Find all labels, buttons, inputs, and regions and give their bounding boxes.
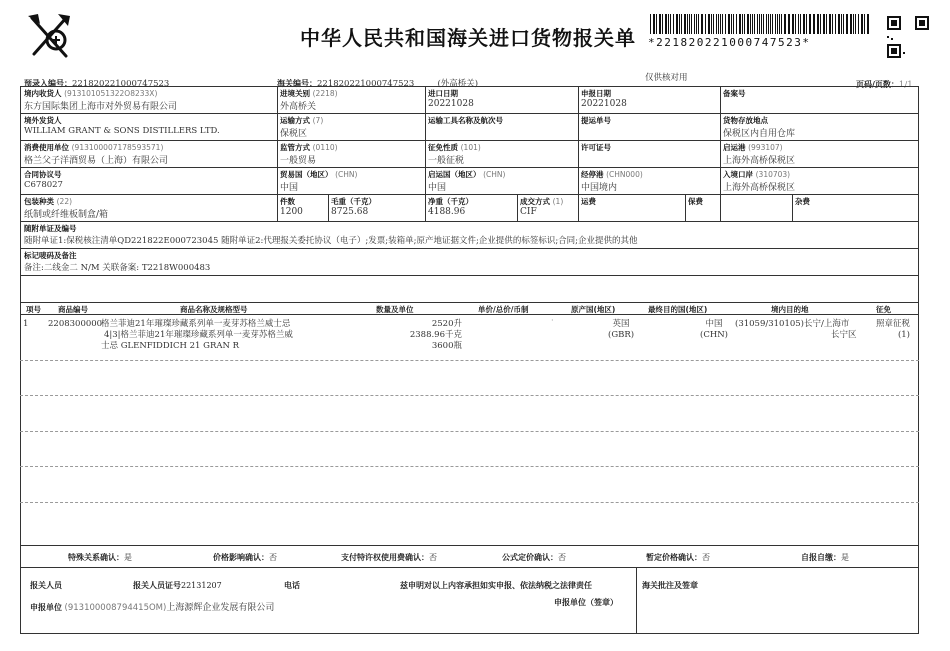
page-number: 页码/页数：1/1 bbox=[856, 80, 913, 90]
formula-price-confirm: 公式定价确认：否 bbox=[502, 553, 566, 562]
entry-port-cell: 入境口岸 (310703) 上海外高桥保税区 bbox=[723, 170, 796, 193]
misc-fee-cell: 杂费 bbox=[795, 197, 810, 206]
insurance-cell: 保费 bbox=[688, 197, 703, 206]
goods-header-levy: 征免 bbox=[876, 305, 891, 314]
freight-cell: 运费 bbox=[581, 197, 596, 206]
goods-header-code: 商品编号 bbox=[58, 305, 88, 314]
goods-header-name: 商品名称及规格型号 bbox=[180, 305, 248, 314]
phone-label: 电话 bbox=[284, 581, 300, 590]
legal-statement: 兹申明对以上内容承担如实申报、依法纳税之法律责任 bbox=[400, 581, 592, 590]
goods-item-code: 2208300000 bbox=[48, 319, 103, 329]
overseas-consignor-cell: 境外发货人 WILLIAM GRANT & SONS DISTILLERS LTD. bbox=[24, 116, 220, 136]
goods-header-dest: 最终目的国(地区) bbox=[648, 305, 708, 314]
trade-country-cell: 贸易国（地区） (CHN) 中国 bbox=[280, 170, 358, 193]
record-no-cell: 备案号 bbox=[723, 89, 746, 98]
transport-mode-cell: 运输方式 (7) 保税区 bbox=[280, 116, 324, 139]
provisional-price-confirm: 暂定价格确认：否 bbox=[646, 553, 710, 562]
consignee-cell: 境内收货人 (913101051322O8233X) 东方国际集团上海市对外贸易有限公司 bbox=[24, 89, 178, 112]
trade-terms-cell: 成交方式 (1) CIF bbox=[520, 197, 564, 217]
document-title: 中华人民共和国海关进口货物报关单 bbox=[300, 26, 636, 50]
exemption-cell: 征免性质 (101) 一般征税 bbox=[428, 143, 481, 166]
declare-unit: 申报单位 (913100008794415OM)上海源辉企业发展有限公司 bbox=[30, 603, 275, 613]
special-relation-confirm: 特殊关系确认：是 bbox=[68, 553, 132, 562]
transit-port-cell: 经停港 (CHN000) 中国境内 bbox=[581, 170, 643, 193]
vessel-cell: 运输工具名称及航次号 bbox=[428, 116, 503, 125]
declare-unit-seal-label: 申报单位（签章） bbox=[554, 598, 618, 607]
customs-number: 海关编号：221820221000747523 (外高桥关) bbox=[277, 79, 479, 89]
goods-header-origin: 原产国(地区) bbox=[571, 305, 616, 314]
declarant-label: 报关人员 bbox=[30, 581, 62, 590]
goods-item-domestic: (31059/310105)长宁/上海市 长宁区 bbox=[735, 319, 857, 340]
verify-only-note: 仅供核对用 bbox=[645, 73, 688, 83]
storage-location-cell: 货物存放地点 保税区内自用仓库 bbox=[723, 116, 796, 139]
declarant-cert: 报关人员证号22131207 bbox=[133, 581, 222, 590]
goods-item-qty: 2520升 2388.96千克 3600瓶 bbox=[409, 319, 462, 351]
goods-item-name: 格兰菲迪21年璀璨珍藏系列单一麦芽苏格兰威士忌 4|3|格兰菲迪21年璀璨珍藏系列单一麦芽苏格兰威 士忌 GLENFIDDICH 21 GRAN R bbox=[101, 319, 293, 351]
barcode-number: *221820221000747523* bbox=[648, 36, 811, 49]
pieces-cell: 件数 1200 bbox=[280, 197, 303, 217]
supervision-cell: 监管方式 (0110) 一般贸易 bbox=[280, 143, 338, 166]
departure-port-cell: 启运港 (993107) 上海外高桥保税区 bbox=[723, 143, 796, 166]
goods-header-no: 项号 bbox=[26, 305, 41, 314]
goods-item-dest: 中国 (CHN) bbox=[700, 319, 728, 340]
goods-item-price: · bbox=[551, 316, 554, 326]
goods-header-price: 单价/总价/币制 bbox=[478, 305, 529, 314]
contract-cell: 合同协议号 C678027 bbox=[24, 170, 63, 190]
qr-code-icon bbox=[887, 16, 929, 58]
declare-date-cell: 申报日期 20221028 bbox=[581, 89, 627, 109]
barcode bbox=[650, 14, 870, 34]
import-port-cell: 进境关别 (2218) 外高桥关 bbox=[280, 89, 338, 112]
goods-item-origin: 英国 (GBR) bbox=[608, 319, 635, 340]
customs-emblem-icon bbox=[22, 10, 76, 64]
package-cell: 包装种类 (22) 纸制或纤维板制盒/箱 bbox=[24, 197, 109, 220]
bill-of-lading-cell: 提运单号 bbox=[581, 116, 611, 125]
user-unit-cell: 消费使用单位 (913100007178593571) 格兰父子洋酒贸易（上海）有限公司 bbox=[24, 143, 169, 166]
attached-documents-cell: 随附单证及编号 随附单证1:保税核注清单QD221822E000723045 随附单证2:代理报关委托协议（电子）;发票;装箱单;原产地证据文件;企业提供的标签标识;合同;企业提供的其他 bbox=[24, 224, 638, 246]
goods-header-domestic: 境内目的地 bbox=[771, 305, 809, 314]
royalty-confirm: 支付特许权使用费确认：否 bbox=[341, 553, 437, 562]
goods-item-no: 1 bbox=[23, 319, 29, 329]
net-weight-cell: 净重（千克） 4188.96 bbox=[428, 197, 473, 217]
license-cell: 许可证号 bbox=[581, 143, 611, 152]
preentry-number: 预录入编号：221820221000747523 bbox=[24, 79, 170, 89]
customs-approval-label: 海关批注及签章 bbox=[642, 581, 698, 590]
self-pay-confirm: 自报自缴：是 bbox=[801, 553, 849, 562]
import-date-cell: 进口日期 20221028 bbox=[428, 89, 474, 109]
goods-item-levy: 照章征税 (1) bbox=[875, 319, 910, 340]
gross-weight-cell: 毛重（千克） 8725.68 bbox=[331, 197, 376, 217]
marks-remarks-cell: 标记唛码及备注 备注:二线金二 N/M 关联备案: T2218W000483 bbox=[24, 251, 211, 273]
departure-country-cell: 启运国（地区） (CHN) 中国 bbox=[428, 170, 506, 193]
price-influence-confirm: 价格影响确认：否 bbox=[213, 553, 277, 562]
goods-header-qty: 数量及单位 bbox=[376, 305, 414, 314]
